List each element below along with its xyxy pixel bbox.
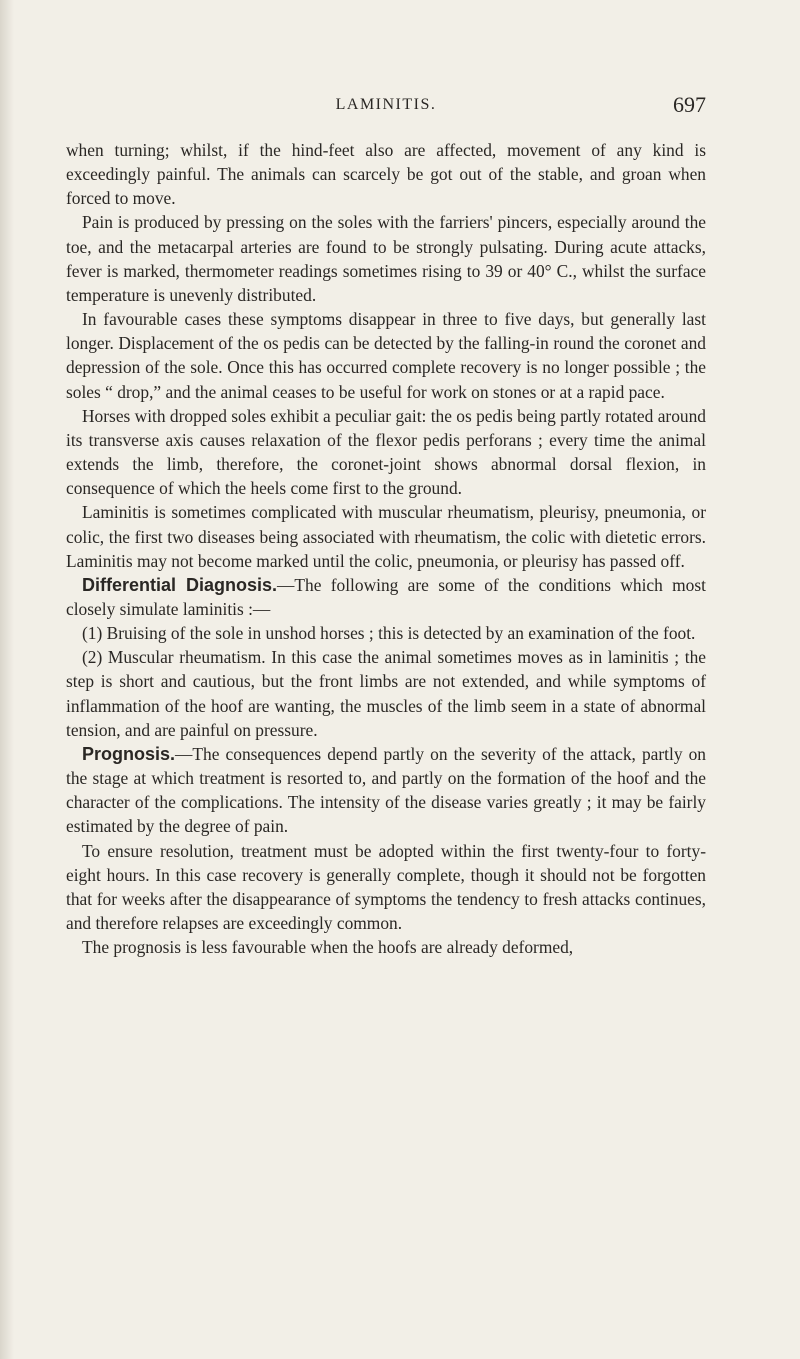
paragraph: when turning; whilst, if the hind-feet also are affected, movement of any kind is exceedingly painful. The animals can scarcely be got out of the stable, and groan when forced to move. bbox=[66, 140, 706, 209]
section-heading-prognosis: Prognosis. bbox=[82, 743, 176, 764]
paragraph-text: —The consequences depend partly on the severity of the attack, partly on the stage at which treatment is resorted to, and partly on the formation of the hoof and the character of the complications. The intensity of the disease varies greatly ; it may be fairly estimated by the degree of pain. bbox=[66, 743, 706, 837]
page-edge-shadow bbox=[0, 0, 14, 1359]
section-heading-differential-diagnosis: Differential Diagnosis. bbox=[82, 574, 277, 595]
paragraph: The prognosis is less favourable when the hoofs are already deformed, bbox=[82, 937, 574, 958]
paragraph-prognosis bbox=[66, 742, 706, 839]
page-title: LAMINITIS. bbox=[335, 96, 437, 113]
list-item: (2) Muscular rheumatism. In this case the animal sometimes moves as in laminitis ; the step is short and cautious, but the front limbs are not extended, and while symptoms of inflammation of the hoof are wanting, the muscles of the limb seem in a state of abnormal tension, and are painful on pressure. bbox=[66, 647, 706, 740]
paragraph: Laminitis is sometimes complicated with muscular rheumatism, pleurisy, pneumonia, or colic, the first two diseases being associated with rheumatism, the colic with dietetic errors. Laminitis may not become marked until the colic, pneumonia, or pleurisy has passed off. bbox=[66, 502, 706, 571]
running-header bbox=[66, 92, 706, 120]
paragraph: In favourable cases these symptoms disappear in three to five days, but generally last longer. Displacement of the os pedis can be detected by the falling-in round the coronet and depression of the sole. Once this has occurred complete recovery is no longer possible ; the soles “ drop,” and the animal ceases to be useful for work on stones or at a rapid pace. bbox=[66, 309, 706, 402]
page-number: 697 bbox=[673, 92, 706, 117]
paragraph: Pain is produced by pressing on the soles with the farriers' pincers, especially around the toe, and the metacarpal arteries are found to be strongly pulsating. During acute attacks, fever is marked, thermometer readings sometimes rising to 39 or 40° C., whilst the surface temperature is unevenly distributed. bbox=[66, 212, 706, 305]
paragraph-differential-diagnosis bbox=[66, 573, 706, 621]
list-item: (1) Bruising of the sole in unshod horses ; this is detected by an examination of the foot. bbox=[82, 623, 696, 644]
paragraph-text: —The following are some of the conditions which most closely simulate laminitis :— bbox=[66, 574, 706, 619]
paragraph: Horses with dropped soles exhibit a peculiar gait: the os pedis being partly rotated around its transverse axis causes relaxation of the flexor pedis perforans ; every time the animal extends the limb, therefore, the coronet-joint shows abnormal dorsal flexion, in consequence of which the heels come first to the ground. bbox=[66, 405, 706, 499]
body-text bbox=[66, 138, 706, 959]
paragraph: To ensure resolution, treatment must be adopted within the first twenty-four to forty-eight hours. In this case recovery is generally complete, though it should not be forgotten that for weeks after the disappearance of symptoms the tendency to fresh attacks continues, and therefore relapses are exceedingly common. bbox=[66, 840, 706, 933]
